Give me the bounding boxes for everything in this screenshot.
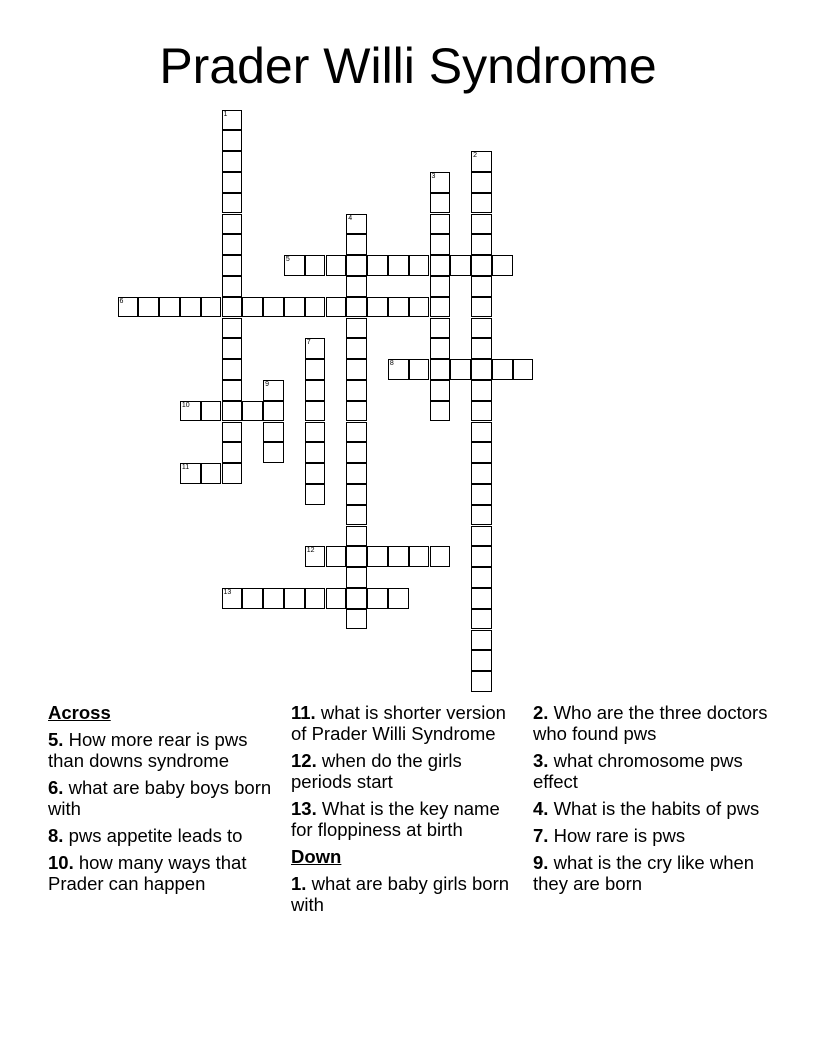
grid-cell[interactable]	[305, 442, 326, 463]
grid-cell[interactable]	[305, 463, 326, 484]
clue-down-1: 1. what are baby girls born with	[291, 873, 510, 915]
grid-cell[interactable]	[471, 526, 492, 547]
grid-cell[interactable]	[222, 110, 243, 131]
grid-cell[interactable]	[222, 193, 243, 214]
grid-cell[interactable]	[305, 422, 326, 443]
grid-cell[interactable]	[430, 172, 451, 193]
grid-cell[interactable]	[471, 546, 492, 567]
grid-cell[interactable]	[263, 422, 284, 443]
cell-number: 11	[181, 464, 190, 472]
grid-cell[interactable]	[430, 214, 451, 235]
clue-down-7: 7. How rare is pws	[533, 825, 686, 846]
grid-cell[interactable]	[346, 463, 367, 484]
grid-cell[interactable]	[138, 297, 159, 318]
grid-cell[interactable]	[471, 297, 492, 318]
grid-cell[interactable]	[222, 338, 243, 359]
grid-cell[interactable]	[346, 359, 367, 380]
grid-cell[interactable]	[305, 484, 326, 505]
grid-cell[interactable]	[471, 588, 492, 609]
grid-cell[interactable]	[471, 650, 492, 671]
grid-cell[interactable]	[471, 276, 492, 297]
cell-number: 1	[223, 110, 228, 118]
cell-number: 2	[473, 152, 477, 160]
grid-cell[interactable]	[159, 297, 180, 318]
clue-down-4: 4. What is the habits of pws	[533, 798, 760, 819]
clue-down-9: 9. what is the cry like when they are born	[533, 852, 755, 894]
grid-cell[interactable]	[367, 255, 388, 276]
grid-cell[interactable]	[450, 359, 471, 380]
grid-cell[interactable]	[430, 297, 451, 318]
clue-across-6: 6. what are baby boys born with	[48, 777, 272, 819]
cell-number: 10	[181, 401, 190, 409]
grid-cell[interactable]	[263, 297, 284, 318]
grid-cell[interactable]	[305, 338, 326, 359]
grid-cell[interactable]	[430, 193, 451, 214]
grid-cell[interactable]	[492, 359, 513, 380]
cell-number: 4	[348, 214, 353, 222]
grid-cell[interactable]	[180, 297, 201, 318]
grid-cell[interactable]	[263, 588, 284, 609]
grid-cell[interactable]	[222, 318, 243, 339]
grid-cell[interactable]	[180, 401, 201, 422]
grid-cell[interactable]	[222, 442, 243, 463]
grid-cell[interactable]	[346, 276, 367, 297]
grid-cell[interactable]	[263, 442, 284, 463]
grid-cell[interactable]	[305, 255, 326, 276]
grid-cell[interactable]	[492, 255, 513, 276]
grid-cell[interactable]	[471, 609, 492, 630]
clue-down-3: 3. what chromosome pws effect	[533, 750, 743, 792]
grid-cell[interactable]	[430, 318, 451, 339]
grid-cell[interactable]	[346, 380, 367, 401]
grid-cell[interactable]	[222, 276, 243, 297]
grid-cell[interactable]	[388, 546, 409, 567]
grid-cell[interactable]	[430, 401, 451, 422]
grid-cell[interactable]	[222, 401, 243, 422]
grid-cell[interactable]	[471, 422, 492, 443]
grid-cell[interactable]	[118, 297, 139, 318]
grid-cell[interactable]	[346, 422, 367, 443]
grid-cell[interactable]	[367, 297, 388, 318]
grid-cell[interactable]	[242, 401, 263, 422]
grid-cell[interactable]	[471, 255, 492, 276]
cell-number: 9	[265, 380, 269, 388]
cell-number: 6	[119, 297, 124, 305]
grid-cell[interactable]	[284, 297, 305, 318]
grid-cell[interactable]	[201, 463, 222, 484]
grid-cell[interactable]	[471, 234, 492, 255]
grid-cell[interactable]	[346, 567, 367, 588]
grid-cell[interactable]	[222, 234, 243, 255]
grid-cell[interactable]	[409, 255, 430, 276]
grid-cell[interactable]	[430, 255, 451, 276]
grid-cell[interactable]	[471, 401, 492, 422]
grid-cell[interactable]	[305, 546, 326, 567]
clue-down-2: 2. Who are the three doctors who found pws	[533, 702, 768, 744]
grid-cell[interactable]	[326, 255, 347, 276]
cell-number: 12	[306, 547, 315, 555]
grid-cell[interactable]	[305, 401, 326, 422]
grid-cell[interactable]	[222, 422, 243, 443]
across-heading: Across	[48, 702, 111, 723]
grid-cell[interactable]	[430, 359, 451, 380]
grid-cell[interactable]	[346, 234, 367, 255]
grid-cell[interactable]	[409, 297, 430, 318]
clue-across-11: 11. what is shorter version of Prader Willi Syndrome	[291, 702, 506, 744]
grid-cell[interactable]	[242, 588, 263, 609]
grid-cell[interactable]	[471, 193, 492, 214]
grid-cell[interactable]	[222, 214, 243, 235]
grid-cell[interactable]	[222, 130, 243, 151]
grid-cell[interactable]	[222, 297, 243, 318]
grid-cell[interactable]	[471, 630, 492, 651]
grid-cell[interactable]	[222, 172, 243, 193]
grid-cell[interactable]	[305, 380, 326, 401]
clue-column-1	[48, 702, 280, 900]
grid-cell[interactable]	[471, 505, 492, 526]
grid-cell[interactable]	[471, 671, 492, 692]
grid-cell[interactable]	[346, 297, 367, 318]
grid-cell[interactable]	[346, 484, 367, 505]
cell-number: 13	[223, 588, 232, 596]
grid-cell[interactable]	[409, 546, 430, 567]
grid-cell[interactable]	[242, 297, 263, 318]
grid-cell[interactable]	[222, 380, 243, 401]
grid-cell[interactable]	[471, 380, 492, 401]
clue-column-3	[533, 702, 773, 900]
grid-cell[interactable]	[430, 380, 451, 401]
grid-cell[interactable]	[346, 526, 367, 547]
grid-cell[interactable]	[430, 546, 451, 567]
grid-cell[interactable]	[346, 338, 367, 359]
grid-cell[interactable]	[346, 588, 367, 609]
grid-cell[interactable]	[471, 484, 492, 505]
grid-cell[interactable]	[305, 297, 326, 318]
grid-cell[interactable]	[471, 442, 492, 463]
grid-cell[interactable]	[346, 401, 367, 422]
grid-cell[interactable]	[367, 546, 388, 567]
grid-cell[interactable]	[471, 172, 492, 193]
page-title: Prader Willi Syndrome	[159, 38, 657, 94]
grid-cell[interactable]	[346, 214, 367, 235]
grid-cell[interactable]	[471, 338, 492, 359]
grid-cell[interactable]	[430, 338, 451, 359]
down-heading: Down	[291, 846, 342, 867]
grid-cell[interactable]	[263, 380, 284, 401]
grid-cell[interactable]	[471, 151, 492, 172]
clue-column-2	[291, 702, 523, 921]
grid-cell[interactable]	[388, 255, 409, 276]
grid-cell[interactable]	[430, 276, 451, 297]
grid-cell[interactable]	[513, 359, 534, 380]
grid-cell[interactable]	[367, 588, 388, 609]
grid-cell[interactable]	[388, 588, 409, 609]
grid-cell[interactable]	[201, 401, 222, 422]
grid-cell[interactable]	[346, 442, 367, 463]
cell-number: 5	[285, 256, 290, 264]
grid-cell[interactable]	[222, 588, 243, 609]
grid-cell[interactable]	[326, 588, 347, 609]
grid-cell[interactable]	[201, 297, 222, 318]
grid-cell[interactable]	[284, 588, 305, 609]
grid-cell[interactable]	[284, 255, 305, 276]
grid-cell[interactable]	[346, 609, 367, 630]
grid-cell[interactable]	[388, 359, 409, 380]
clue-across-5: 5. How more rear is pws than downs syndrome	[48, 729, 248, 771]
grid-cell[interactable]	[471, 318, 492, 339]
grid-cell[interactable]	[326, 546, 347, 567]
grid-cell[interactable]	[222, 463, 243, 484]
grid-cell[interactable]	[346, 546, 367, 567]
grid-cell[interactable]	[471, 567, 492, 588]
grid-cell[interactable]	[388, 297, 409, 318]
clue-across-8: 8. pws appetite leads to	[48, 825, 243, 846]
grid-cell[interactable]	[471, 463, 492, 484]
grid-cell[interactable]	[430, 234, 451, 255]
grid-cell[interactable]	[450, 255, 471, 276]
grid-cell[interactable]	[263, 401, 284, 422]
grid-cell[interactable]	[346, 318, 367, 339]
grid-cell[interactable]	[409, 359, 430, 380]
grid-cell[interactable]	[346, 255, 367, 276]
grid-cell[interactable]	[471, 359, 492, 380]
grid-cell[interactable]	[222, 151, 243, 172]
clue-across-13: 13. What is the key name for floppiness at birth	[291, 798, 500, 840]
cell-number: 7	[306, 339, 311, 347]
grid-cell[interactable]	[346, 505, 367, 526]
cell-number: 8	[389, 360, 394, 368]
grid-cell[interactable]	[222, 255, 243, 276]
grid-cell[interactable]	[471, 214, 492, 235]
clue-across-12: 12. when do the girls periods start	[291, 750, 462, 792]
cell-number: 3	[431, 172, 436, 180]
grid-cell[interactable]	[326, 297, 347, 318]
grid-cell[interactable]	[222, 359, 243, 380]
grid-cell[interactable]	[180, 463, 201, 484]
grid-cell[interactable]	[305, 359, 326, 380]
grid-cell[interactable]	[305, 588, 326, 609]
clue-across-10: 10. how many ways that Prader can happen	[48, 852, 247, 894]
